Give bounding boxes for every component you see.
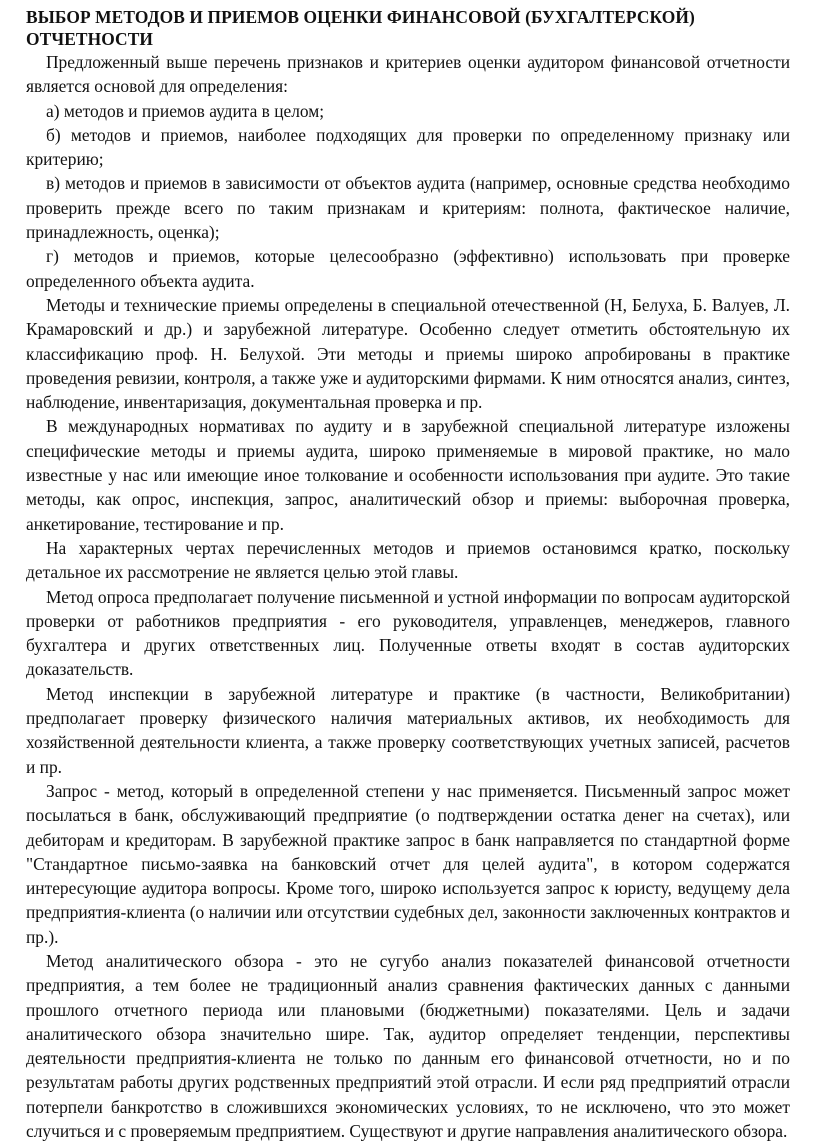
- list-item-b: б) методов и приемов, наиболее подходящих для проверки по определенному признаку или критерию;: [26, 124, 790, 170]
- document-page: [26, 4, 790, 1143]
- paragraph-survey-method: Метод опроса предполагает получение письменной и устной информации по вопросам аудиторской проверки от работников предприятия - его руководителя, управленцев, менеджеров, главного бухгалтера и других ответственных лиц. Полученные ответы входят в состав аудиторских доказательств.: [26, 586, 790, 680]
- paragraph-international: В международных нормативах по аудиту и в зарубежной специальной литературе изложены специфические методы и приемы аудита, широко применяемые в мировой практике, но мало известные у нас или имеющие иное толкование и особенности использования при аудите. Это такие методы, как опрос, инспекция, запрос, аналитический обзор и приемы: выборочная проверка, анкетирование, тестирование и пр.: [26, 416, 790, 534]
- paragraph-brief: На характерных чертах перечисленных методов и приемов остановимся кратко, поскольку детальное их рассмотрение не является целью этой главы.: [26, 537, 790, 583]
- list-item-c: в) методов и приемов в зависимости от объектов аудита (например, основные средства необходимо проверить прежде всего по таким признакам и критериям: полнота, фактическое наличие, принадлежность, оценка);: [26, 173, 790, 243]
- paragraph-inspection-method: Метод инспекции в зарубежной литературе и практике (в частности, Великобритании) предполагает проверку физического наличия материальных активов, их необходимость для хозяйственной деятельности клиента, а также проверку соответствующих учетных записей, расчетов и пр.: [26, 683, 790, 777]
- paragraph-intro: Предложенный выше перечень признаков и критериев оценки аудитором финансовой отчетности является основой для определения:: [26, 52, 790, 97]
- paragraph-request-method: Запрос - метод, который в определенной степени у нас применяется. Письменный запрос может посылаться в банк, обслуживающий предприятие (о подтверждении остатка денег на счетах), или дебиторам и кредиторам. В зарубежной практике запрос в банк направляется по стандартной форме "Стандартное письмо-заявка на банковский отчет для целей аудита", в котором содержатся интересующие аудитора вопросы. Кроме того, широко используется запрос к юристу, ведущему дела предприятия-клиента (о наличии или отсутствии судебных дел, законности заключенных контрактов и пр.).: [26, 780, 790, 947]
- document-title: ВЫБОР МЕТОДОВ И ПРИЕМОВ ОЦЕНКИ ФИНАНСОВОЙ (БУХГАЛТЕРСКОЙ) ОТЧЕТНОСТИ: [26, 7, 695, 49]
- paragraph-methods: Методы и технические приемы определены в специальной отечественной (Н, Белуха, Б. Валуев, Л. Крамаровский и др.) и зарубежной литературе. Особенно следует отметить обстоятельную их классификацию проф. Н. Белухой. Эти методы и приемы широко апробированы в практике проведения ревизии, контроля, а также уже и аудиторскими фирмами. К ним относятся анализ, синтез, наблюдение, инвентаризация, документальная проверка и пр.: [26, 294, 790, 413]
- list-item-d: г) методов и приемов, которые целесообразно (эффективно) использовать при проверке определенного объекта аудита.: [26, 246, 790, 291]
- list-item-a: а) методов и приемов аудита в целом;: [46, 100, 325, 121]
- paragraph-analytical-review: Метод аналитического обзора - это не сугубо анализ показателей финансовой отчетности предприятия, а тем более не традиционный анализ сравнения фактических данных с данными прошлого отчетного периода или плановыми (бюджетными) показателями. Цель и задачи аналитического обзора значительно шире. Так, аудитор определяет тенденции, перспективы деятельности предприятия-клиента не только по данным его финансовой отчетности, но и по результатам работы других родственных предприятий этой отрасли. И если ряд предприятий отрасли потерпели банкротство в сложившихся экономических условиях, то не исключено, что это может случиться и с проверяемым предприятием. Существуют и другие направления аналитического обзора.: [26, 950, 790, 1142]
